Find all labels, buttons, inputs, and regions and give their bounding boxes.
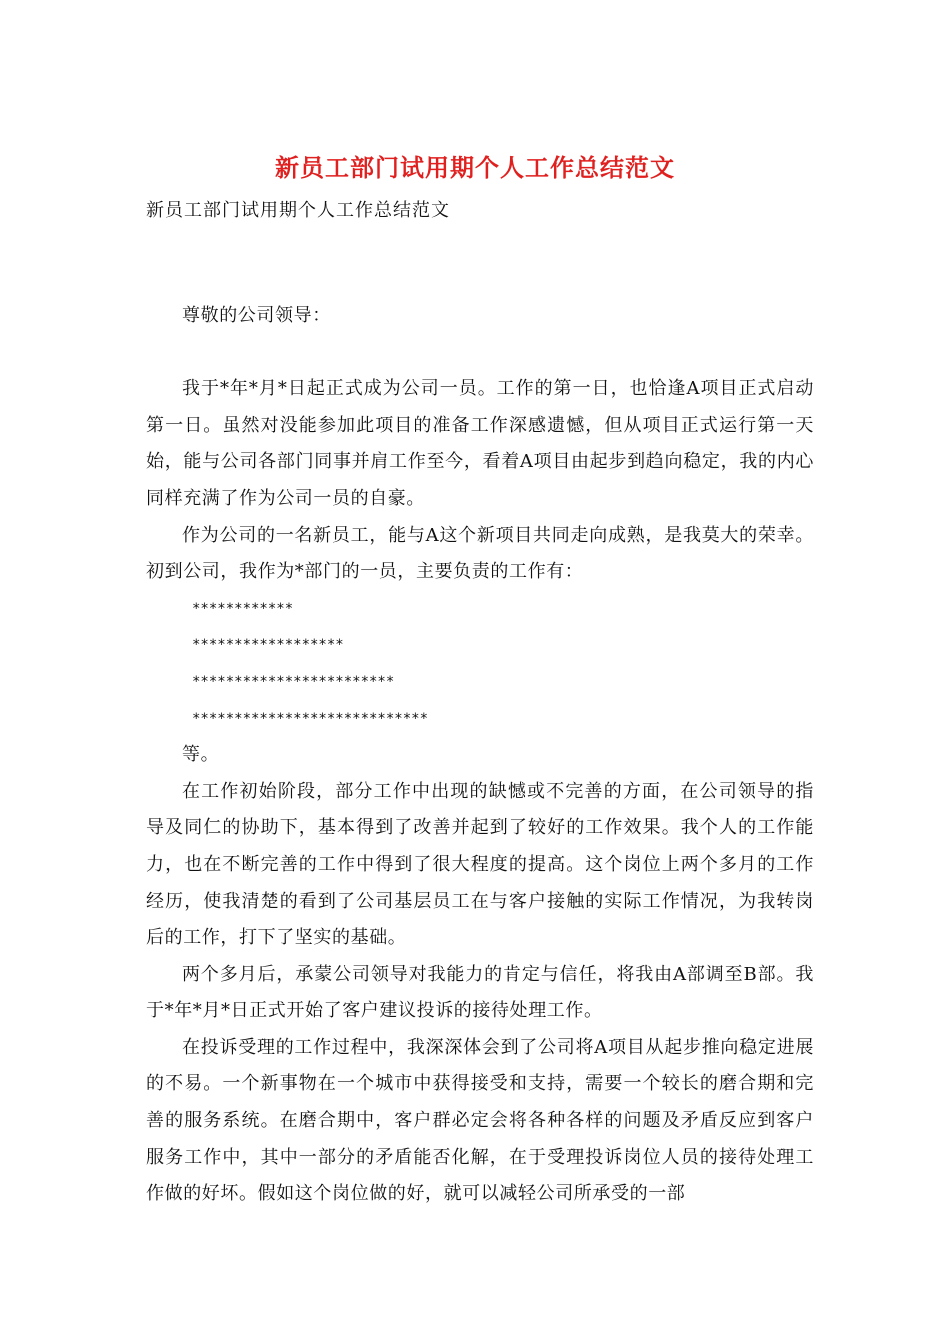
paragraph-1: 我于*年*月*日起正式成为公司一员。工作的第一日，也恰逢A项目正式启动第一日。虽然对没能参加此项目的准备工作深感遗憾，但从项目正式运行第一天始，能与公司各部门同事并肩工作至今，看着A项目由起步到趋向稳定，我的内心同样充满了作为公司一员的自豪。 xyxy=(146,378,814,509)
salutation: 尊敬的公司领导： xyxy=(182,305,331,326)
document-body xyxy=(146,298,814,1213)
paragraph-2: 作为公司的一名新员工，能与A这个新项目共同走向成熟，是我莫大的荣幸。初到公司，我作为*部门的一员，主要负责的工作有： xyxy=(146,524,814,583)
paragraph-5: 在投诉受理的工作过程中，我深深体会到了公司将A项目从起步推向稳定进展的不易。一个新事物在一个城市中获得接受和支持，需要一个较长的磨合期和完善的服务系统。在磨合期中，客户群必定会将各种各样的问题及矛盾反应到客户服务工作中，其中一部分的矛盾能否化解，在于受理投诉岗位人员的接待处理工作做的好坏。假如这个岗位做的好，就可以减轻公司所承受的一部 xyxy=(146,1036,814,1205)
document-title: 新员工部门试用期个人工作总结范文 xyxy=(275,153,675,182)
duty-item: ************ xyxy=(192,600,294,617)
duty-item: ****************** xyxy=(192,637,344,654)
document-subtitle: 新员工部门试用期个人工作总结范文 xyxy=(146,200,450,221)
duty-item: ************************ xyxy=(192,673,395,690)
paragraph-3: 在工作初始阶段，部分工作中出现的缺憾或不完善的方面，在公司领导的指导及同仁的协助下，基本得到了改善并起到了较好的工作效果。我个人的工作能力，也在不断完善的工作中得到了很大程度的提高。这个岗位上两个多月的工作经历，使我清楚的看到了公司基层员工在与客户接触的实际工作情况，为我转岗后的工作，打下了坚实的基础。 xyxy=(146,780,814,949)
duty-list-end: 等。 xyxy=(182,744,220,766)
paragraph-4: 两个多月后，承蒙公司领导对我能力的肯定与信任，将我由A部调至B部。我于*年*月*日正式开始了客户建议投诉的接待处理工作。 xyxy=(146,963,814,1022)
duty-item: **************************** xyxy=(192,710,429,727)
